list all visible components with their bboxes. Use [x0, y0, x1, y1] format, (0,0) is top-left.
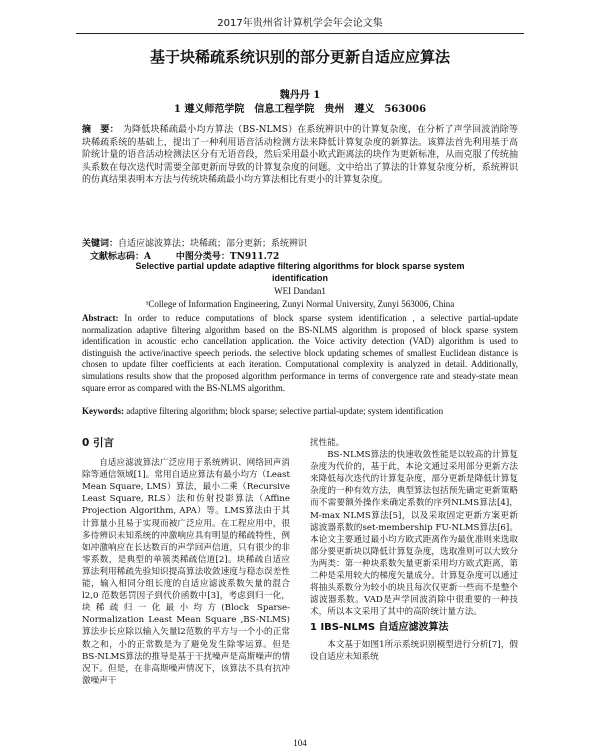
english-author: WEI Dandan1	[274, 286, 326, 296]
english-keywords-label: Keywords:	[82, 406, 124, 416]
english-keywords-text: adaptive filtering algorithm; block sparse; selective partial-update; system identification	[126, 406, 444, 416]
english-abstract-label: Abstract:	[82, 313, 119, 323]
chinese-abstract	[82, 124, 518, 187]
right-column	[310, 437, 518, 663]
english-abstract-text: In order to reduce computations of block sparse system identification , a selective partial-update normalization adaptive filtering algorithm based on the BS-NLMS algorithm is proposed of block sparse system identification in acoustic echo cancellation application. the Voice activity detection (VAD) algorithm is used to distinguish the active/inactive speech periods. the selective block updating schemes of smallest Euclidean distance is chosen to update filter coefficients at each iteration. Computational complexity is analyzed in detail. Additionally, simulations results show that the proposed algorithm performance in terms of convergence rate and steady-state mean square error as compared with the BS-NLMS algorithm.	[82, 313, 518, 393]
keywords-text: 自适应滤波算法；块稀疏；部分更新；系统辨识	[118, 239, 308, 249]
page-number: 104	[293, 738, 307, 748]
intro-paragraph: 自适应滤波算法广泛应用于系统辨识、网络回声消除等通信领域[1]。常用自适应算法有最小均方（Least Mean Square, LMS）算法，最小二乘（Recursive Least Square, RLS）法和仿射投影算法（Affine Projection Algorithm, APA）等。LMS算法由于其计算量小且易于实现而被广泛应用。在工程应用中，很多待辨识未知系统的冲激响应具有明显的稀疏特性，例如冲激响应在长达数百的声学回声信道，只有很少的非零系数，是典型的单簇类稀疏信道[2]。块稀疏自适应算法利用稀疏先验知识提高算法收敛速度与稳态误差性能，输入相同分组长度的自适应滤波系数矢量的混合 l2,0 范数惩罚因子到代价函数中[3]，考虑到归一化，块稀疏归一化最小均方(Block Sparse-Normalization Least Mean Square ,BS-NLMS)算法步长应除以输入矢量l2范数的平方与一个小的正常数之和，小的正常数是为了避免发生除零运算。但是BS-NLMS算法的推导是基于干扰噪声是高斯噪声的情况下。但是，在非高斯噪声情况下，该算法不具有抗冲激噪声干	[82, 458, 290, 686]
abstract-text: 为降低块稀疏最小均方算法（BS-NLMS）在系统辨识中的计算复杂度，在分析了声学回波消除等块稀疏系统的基础上，提出了一种利用语音活动检测方法来降低计算复杂度的新算法。该算法首先利用基于高阶统计量的语音活动检测法区分有无语音段，然后采用最小欧式距离法的块作为更新标准，从而克服了传统抽头系数在每次迭代时需要全部更新而导致的计算复杂度的问题。文中给出了算法的计算复杂度分析，系统辨识的仿真结果表明本方法与传统块稀疏最小均方算法相比有更小的计算复杂度。	[82, 125, 518, 186]
section1-paragraph: 本文基于如图1所示系统识别模型进行分析[7]，假设自适应未知系统	[310, 639, 518, 662]
english-abstract	[82, 313, 518, 394]
clc-code: 中图分类号：TN911.72	[175, 252, 280, 262]
section-heading-algorithm: 1 IBS-NLMS 自适应滤波算法	[310, 622, 449, 634]
section-heading-introduction: 0 引言	[82, 437, 114, 449]
running-header: 2017年贵州省计算机学会年会论文集	[76, 14, 524, 34]
english-title: Selective partial update adaptive filtering algorithms for block sparse system identification	[135, 261, 465, 283]
author-line: 魏丹丹 1	[279, 90, 321, 101]
continued-paragraph: 扰性能。	[310, 438, 345, 448]
abstract-label: 摘 要：	[82, 125, 119, 135]
english-keywords	[82, 406, 518, 418]
body-paragraph: BS-NLMS算法的快速收敛性能是以较高的计算复杂度为代价的，基于此，本论文通过采用部分更新方法来降低每次迭代的计算复杂度，部分更新是降低计算复杂度的一种有效方法，典型算法包括预先确定更新策略而不需要额外操作来确定系数的序列NLMS算法[4]，M-max NLMS算法[5]，以及采取固定更新方案更新滤波器系数的set-membership FU-NLMS算法[6]。本论文主要通过最小均方欧式距离作为最优准则来选取部分要更新块以降低计算复杂度，选取准则可以大致分为两类：第一种块系数矢量更新采用均方欧式距离，第二种是采用较大的梯度矢量成分。计算复杂度可以通过将抽头系数分为较小的块且每次仅更新一些而不是整个滤波器系数。VAD是声学回波消除中很重要的一种技术，所以本文采用了其中的高阶统计量方法。	[310, 450, 518, 618]
english-affiliation: ¹College of Information Engineering, Zunyi Normal University, Zunyi 563006, China	[145, 299, 455, 309]
doc-code: 文献标志码：A	[90, 252, 151, 262]
left-column	[82, 437, 290, 687]
paper-title: 基于块稀疏系统识别的部分更新自适应应算法	[149, 48, 450, 66]
chinese-keywords	[82, 236, 518, 249]
keywords-label: 关键词：	[82, 239, 119, 249]
affiliation-line: 1 遵义师范学院 信息工程学院 贵州 遵义 563006	[173, 104, 427, 115]
